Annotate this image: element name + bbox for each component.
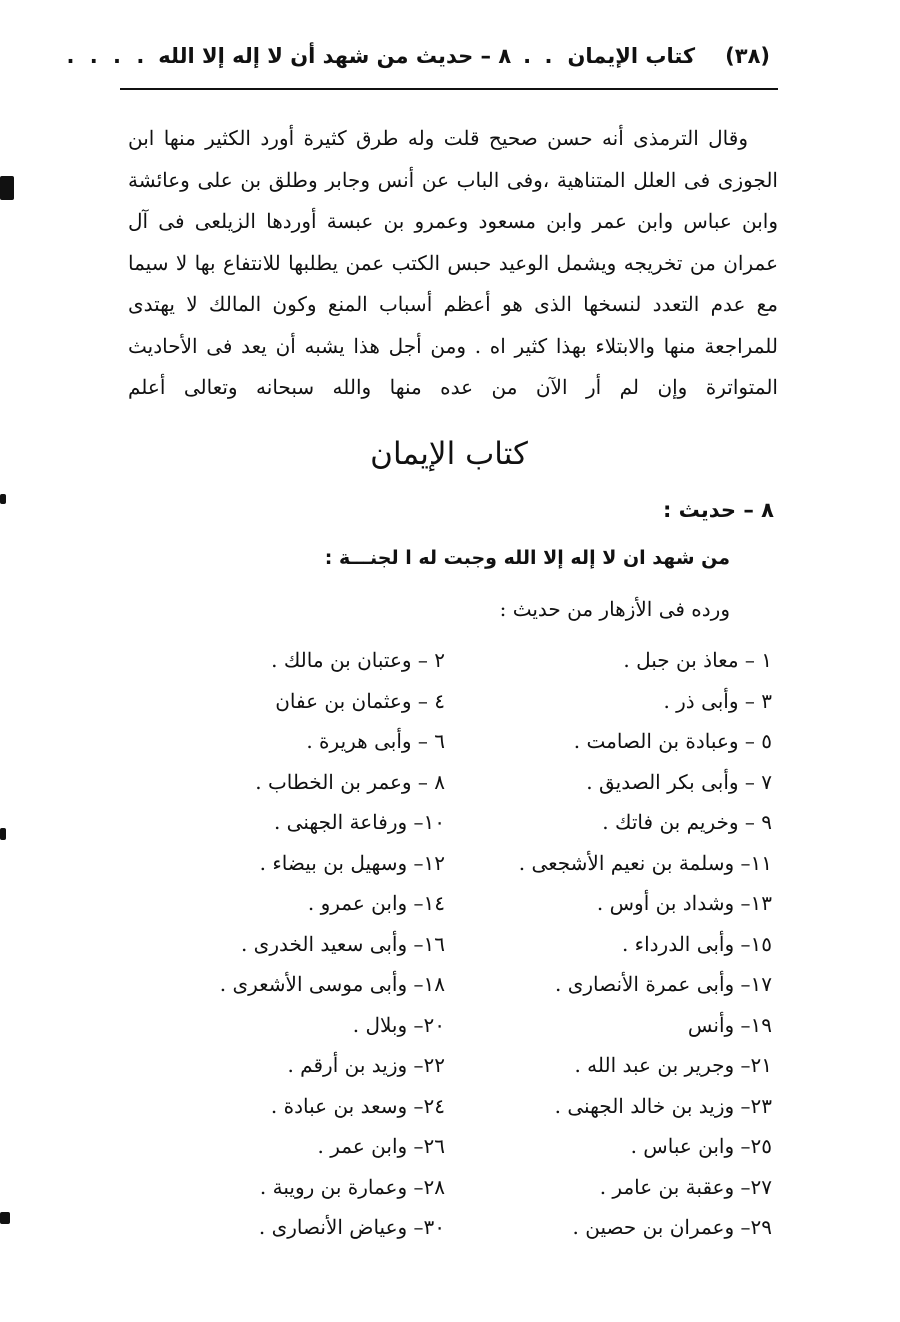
- hadith-text: من شهد ان لا إله إلا الله وجبت له ا لجنـــة :: [324, 547, 730, 569]
- narrator-item: ١ – معاذ بن جبل .: [623, 648, 772, 672]
- header-book-title: كتاب الإيمان: [567, 44, 696, 68]
- narrator-item: ١٥– وأبى الدرداء .: [621, 931, 772, 956]
- margin-mark: [0, 1212, 10, 1224]
- narrator-item: ١٨– وأبى موسى الأشعرى .: [219, 972, 445, 996]
- narrator-item: ٢٧– وعقبة بن عامر .: [599, 1174, 772, 1199]
- header-trail-dots: . . . .: [66, 44, 149, 68]
- narrator-item: ٢٥– وابن عباس .: [630, 1134, 772, 1158]
- narrator-item: ٢٦– وابن عمر .: [317, 1134, 445, 1158]
- narrator-item: ٧ – وأبى بكر الصديق .: [586, 769, 772, 794]
- narrator-item: ٢٢– وزيد بن أرقم .: [287, 1053, 445, 1077]
- header-rule: [120, 88, 778, 90]
- narrator-item: ٨ – وعمر بن الخطاب .: [255, 769, 445, 794]
- page-number: (٣٨): [725, 44, 770, 68]
- narrator-item: ١٤– وابن عمرو .: [307, 891, 445, 915]
- narrator-item: ٥ – وعبادة بن الصامت .: [573, 729, 772, 753]
- running-header: [66, 34, 770, 78]
- header-hadith-ref: ٨ – حديث من شهد أن لا إله إلا الله: [158, 44, 512, 68]
- narrator-item: ١٩– وأنس: [687, 1012, 772, 1037]
- source-line: ورده فى الأزهار من حديث :: [499, 597, 730, 621]
- narrator-item: ٢٤– وسعد بن عبادة .: [270, 1093, 445, 1118]
- narrator-item: ٤ – وعثمان بن عفان: [275, 688, 445, 713]
- narrator-item: ٩ – وخريم بن فاتك .: [602, 810, 772, 834]
- narrator-item: ١٢– وسهيل بن بيضاء .: [259, 850, 445, 875]
- section-title: كتاب الإيمان: [370, 436, 528, 472]
- narrator-item: ١٣– وشداد بن أوس .: [596, 891, 772, 915]
- intro-paragraph: [128, 118, 778, 409]
- narrator-item: ١٦– وأبى سعيد الخدرى .: [240, 931, 445, 956]
- narrator-item: ٢٣– وزيد بن خالد الجهنى .: [554, 1093, 772, 1118]
- narrator-item: ٢٠– وبلال .: [352, 1012, 445, 1037]
- header-separator: . .: [523, 44, 556, 68]
- narrator-item: ١١– وسلمة بن نعيم الأشجعى .: [518, 850, 772, 875]
- hadith-number: ٨ – حديث :: [662, 498, 774, 522]
- margin-mark: [0, 176, 14, 200]
- narrator-item: ٢٩– وعمران بن حصين .: [572, 1215, 772, 1239]
- narrator-item: ٣٠– وعياض الأنصارى .: [258, 1215, 445, 1239]
- margin-mark: [0, 828, 6, 840]
- narrator-item: ١٠– ورفاعة الجهنى .: [273, 810, 445, 834]
- narrator-item: ٦ – وأبى هريرة .: [306, 729, 445, 753]
- narrator-item: ٢ – وعتبان بن مالك .: [271, 648, 445, 672]
- narrator-item: ٢٨– وعمارة بن رويبة .: [259, 1174, 445, 1199]
- narrator-item: ٢١– وجرير بن عبد الله .: [574, 1053, 772, 1077]
- intro-text: وقال الترمذى أنه حسن صحيح قلت وله طرق كثيرة أورد الكثير منها ابن الجوزى فى العلل المتناهية ،وفى الباب عن أنس وجابر وطلق بن على وعائشة وابن عباس وابن عمر وابن مسعود وعمرو بن عبسة أوردها الزيلعى فى آل عمران من تخريجه ويشمل الوعيد حبس الكتب عمن يطلبها للانتفاع بها لا سيما مع عدم التعدد لنسخها الذى هو أعظم أسباب المنع وكون المالك لا يهتدى للمراجعة منها والابتلاء بهذا كثير اه . ومن أجل هذا يشبه أن يعد فى الأحاديث المتواترة وإن لم أر الآن من عده منها والله سبحانه وتعالى أعلم: [128, 126, 778, 399]
- narrator-item: ٣ – وأبى ذر .: [663, 688, 772, 713]
- narrator-item: ١٧– وأبى عمرة الأنصارى .: [554, 972, 772, 996]
- margin-mark: [0, 494, 6, 504]
